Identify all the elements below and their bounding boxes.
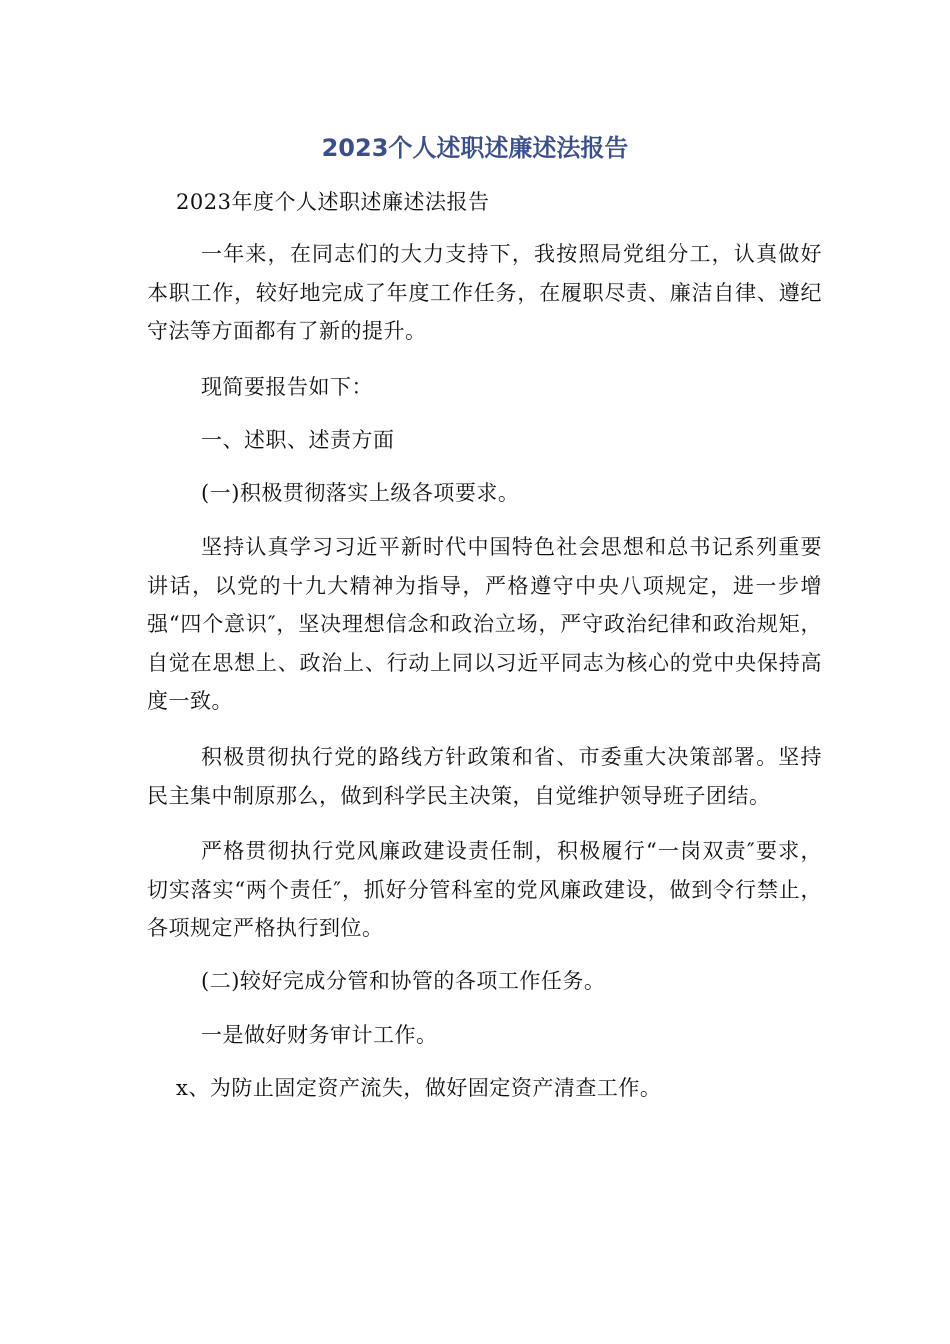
item-heading-one: (一)积极贯彻落实上级各项要求。 — [201, 481, 520, 505]
paragraph-study: 坚持认真学习习近平新时代中国特色社会思想和总书记系列重要讲话，以党的十九大精神为指导，严格遵守中央八项规定，进一步增强“四个意识″，坚决理想信念和政治立场，严守政治纪律和政治规矩，自觉在思想上、政治上、行动上同以习近平同志为核心的党中央保持高度一致。 — [147, 535, 822, 713]
paragraph-assets: x、为防止固定资产流失，做好固定资产清查工作。 — [176, 1076, 662, 1100]
paragraph-intro: 一年来，在同志们的大力支持下，我按照局党组分工，认真做好本职工作，较好地完成了年度工作任务，在履职尽责、廉洁自律、遵纪守法等方面都有了新的提升。 — [147, 242, 822, 343]
section-heading-one: 一、述职、述责方面 — [201, 428, 395, 452]
paragraph-discipline: 严格贯彻执行党风廉政建设责任制，积极履行“一岗双责″要求，切实落实“两个责任″，抓好分管科室的党风廉政建设，做到令行禁止，各项规定严格执行到位。 — [147, 839, 822, 940]
document-subtitle: 2023年度个人述职述廉述法报告 — [176, 190, 490, 214]
item-heading-two: (二)较好完成分管和协管的各项工作任务。 — [201, 969, 606, 993]
paragraph-finance: 一是做好财务审计工作。 — [201, 1023, 438, 1047]
paragraph-policy: 积极贯彻执行党的路线方针政策和省、市委重大决策部署。坚持民主集中制原那么，做到科学民主决策，自觉维护领导班子团结。 — [147, 745, 822, 808]
document-title: 2023个人述职述廉述法报告 — [321, 134, 629, 162]
paragraph-report-lead: 现简要报告如下： — [201, 375, 373, 399]
